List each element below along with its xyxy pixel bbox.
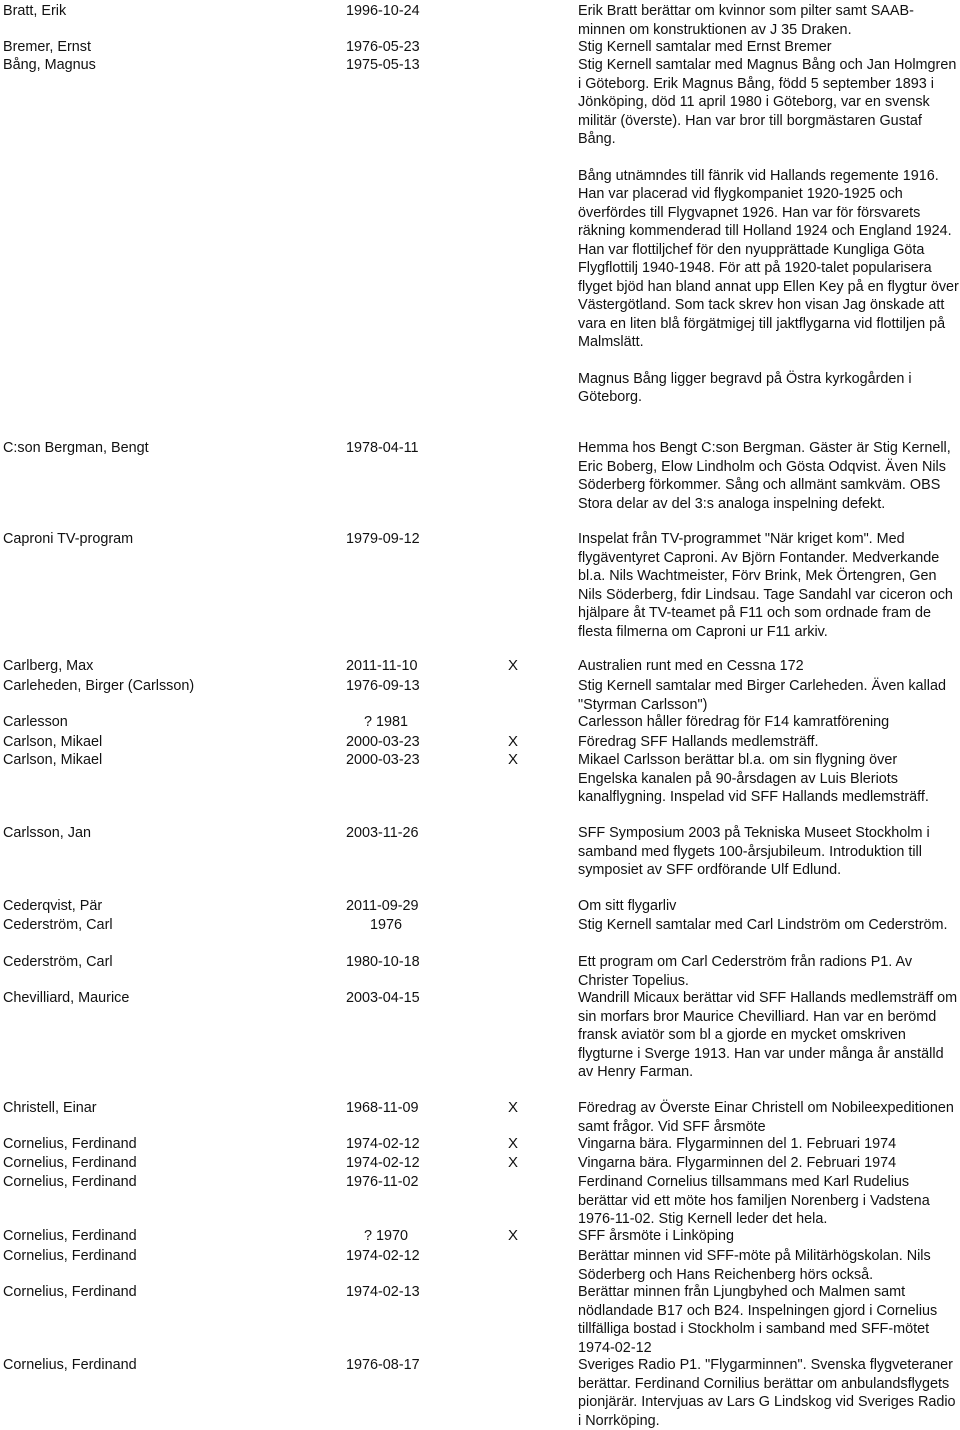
description-paragraph: Erik Bratt berättar om kvinnor som pilter samt SAAB-minnen om konstruktionen av J 35 Draken. xyxy=(578,3,914,38)
entry-row xyxy=(0,1356,960,1429)
entry-description xyxy=(578,1356,960,1429)
entry-name: Cederström, Carl xyxy=(3,917,113,933)
entry-description xyxy=(578,1099,960,1136)
entry-name: Cederqvist, Pär xyxy=(3,898,103,914)
entry-date: 1974-02-13 xyxy=(346,1284,420,1300)
entry-row xyxy=(0,439,960,512)
entry-date: ? 1981 xyxy=(363,714,408,730)
description-paragraph: Australien runt med en Cessna 172 xyxy=(578,658,804,674)
description-paragraph: Sveriges Radio P1. "Flygarminnen". Svenska flygveteraner berättar. Ferdinand Cornilius berättar om anbulandsflygets pionjärär. Intervjuas av Lars G Lindskog vid Sveriges Radio i Norrköping. xyxy=(578,1357,956,1429)
entry-row xyxy=(0,38,960,58)
entry-mark: X xyxy=(508,1135,519,1152)
entry-name: Bratt, Erik xyxy=(3,3,67,19)
entry-date: 1974-02-12 xyxy=(346,1136,420,1152)
entry-description xyxy=(578,530,960,657)
entry-row xyxy=(0,751,960,805)
entry-name: Cornelius, Ferdinand xyxy=(3,1174,137,1190)
entry-row xyxy=(0,2,960,38)
entry-description xyxy=(578,1283,960,1357)
entry-description xyxy=(578,1173,960,1229)
entry-row xyxy=(0,1247,960,1283)
entry-mark: X xyxy=(508,1227,519,1244)
description-paragraph: Föredrag av Överste Einar Christell om Nobileexpeditionen samt frågor. Vid SFF årsmöte xyxy=(578,1100,954,1135)
entry-date: ? 1970 xyxy=(363,1228,408,1244)
entry-name: Cornelius, Ferdinand xyxy=(3,1357,137,1373)
entry-mark: X xyxy=(508,1099,519,1116)
entry-row xyxy=(0,56,960,405)
entry-row xyxy=(0,713,960,733)
description-paragraph: Stig Kernell samtalar med Magnus Bång och Jan Holmgren i Göteborg. Erik Magnus Bång, född 5 september 1893 i Jönköping, död 11 april 1980 i Göteborg, var en svensk militär (överste). Han var bror till borgmästaren Gustaf Bång. xyxy=(578,57,957,147)
entry-mark: X xyxy=(508,751,519,768)
entry-row xyxy=(0,1283,960,1356)
entry-name: Carleheden, Birger (Carlsson) xyxy=(3,678,195,694)
entry-name: Carlson, Mikael xyxy=(3,752,103,768)
entry-name: Caproni TV-program xyxy=(3,531,134,547)
entry-date: 1974-02-12 xyxy=(346,1248,420,1264)
entry-date: 2011-09-29 xyxy=(346,898,419,914)
entry-name: Cornelius, Ferdinand xyxy=(3,1155,137,1171)
entry-description xyxy=(578,713,960,732)
entry-description xyxy=(578,657,960,676)
entry-mark: X xyxy=(508,1154,519,1171)
entry-row xyxy=(0,1099,960,1135)
entry-row xyxy=(0,677,960,713)
entry-name: Chevilliard, Maurice xyxy=(3,990,130,1006)
entry-description xyxy=(578,1135,960,1154)
entry-description xyxy=(578,2,960,39)
entry-description xyxy=(578,824,960,880)
description-paragraph: Vingarna bära. Flygarminnen del 2. Februari 1974 xyxy=(578,1155,897,1171)
description-paragraph: Ferdinand Cornelius tillsammans med Karl Rudelius berättar vid ett möte hos familjen Norenberg i Vadstena 1976-11-02. Stig Kernell leder det hela. xyxy=(578,1174,930,1227)
entry-name: Cornelius, Ferdinand xyxy=(3,1284,137,1300)
entry-row xyxy=(0,733,960,753)
description-paragraph: Ett program om Carl Cederström från radions P1. Av Christer Topelius. xyxy=(578,954,913,989)
entry-date: 1976-11-02 xyxy=(346,1174,419,1190)
description-paragraph: Berättar minnen från Ljungbyhed och Malmen samt nödlandade B17 och B24. Inspelningen gjord i Cornelius tillfälliga bostad i Stockholm i samband med SFF-mötet 1974-02-12 xyxy=(578,1284,938,1356)
entry-date: 1974-02-12 xyxy=(346,1155,420,1171)
entry-row xyxy=(0,824,960,878)
entry-description xyxy=(578,677,960,714)
entry-name: Carlberg, Max xyxy=(3,658,94,674)
description-paragraph: Wandrill Micaux berättar vid SFF Hallands medlemsträff om sin morfars bror Maurice Chevilliard. Han var en berömd fransk aviatör som bl a gjorde en mycket omskriven flygturne i Sverge 1913. Han var under många år anställd av Henry Farman. xyxy=(578,990,958,1080)
entry-description xyxy=(578,1227,960,1246)
entry-date: 1975-05-13 xyxy=(346,57,420,73)
entry-description xyxy=(578,1154,960,1173)
entry-row xyxy=(0,1227,960,1247)
entry-description xyxy=(578,733,960,752)
description-paragraph: Magnus Bång ligger begravd på Östra kyrkogården i Göteborg. xyxy=(578,370,912,405)
entry-date: 1976-09-13 xyxy=(346,678,420,694)
description-paragraph: Vingarna bära. Flygarminnen del 1. Februari 1974 xyxy=(578,1136,897,1152)
description-paragraph: SFF Symposium 2003 på Tekniska Museet Stockholm i samband med flygets 100-årsjubileum. Introduktion till symposiet av SFF ordförande Ulf Edlund. xyxy=(578,825,930,878)
description-paragraph: Carlesson håller föredrag för F14 kamratförening xyxy=(578,714,890,730)
entry-description xyxy=(578,916,960,935)
entry-date: 1979-09-12 xyxy=(346,531,420,547)
entry-description xyxy=(578,38,960,57)
entry-date: 1968-11-09 xyxy=(346,1100,419,1116)
entry-description xyxy=(578,989,960,1082)
entry-row xyxy=(0,953,960,989)
entry-description xyxy=(578,897,960,916)
entry-name: Cornelius, Ferdinand xyxy=(3,1248,137,1264)
description-paragraph: Om sitt flygarliv xyxy=(578,898,677,914)
entry-date: 2003-11-26 xyxy=(346,825,419,841)
entry-row xyxy=(0,657,960,677)
description-paragraph: Berättar minnen vid SFF-möte på Militärhögskolan. Nils Söderberg och Hans Reichenberg hörs också. xyxy=(578,1248,931,1283)
entry-date: 1976-05-23 xyxy=(346,39,420,55)
entry-date: 1980-10-18 xyxy=(346,954,420,970)
entry-name: Cederström, Carl xyxy=(3,954,113,970)
description-paragraph: Mikael Carlsson berättar bl.a. om sin flygning över Engelska kanalen på 90-årsdagen av Luis Bleriots kanalflygning. Inspelad vid SFF Hallands medlemsträff. xyxy=(578,752,929,805)
entry-date: 2003-04-15 xyxy=(346,990,420,1006)
description-paragraph: SFF årsmöte i Linköping xyxy=(578,1228,734,1244)
entry-row xyxy=(0,916,960,936)
entry-name: Cornelius, Ferdinand xyxy=(3,1228,137,1244)
entry-name: Bremer, Ernst xyxy=(3,39,91,55)
entry-name: Carlesson xyxy=(3,714,68,730)
entry-mark: X xyxy=(508,657,519,674)
entry-name: C:son Bergman, Bengt xyxy=(3,440,149,456)
entry-name: Carlson, Mikael xyxy=(3,734,103,750)
entry-date: 1976 xyxy=(369,917,402,933)
entry-row xyxy=(0,989,960,1080)
entry-row xyxy=(0,897,960,917)
entry-date: 2000-03-23 xyxy=(346,734,420,750)
description-paragraph: Bång utnämndes till fänrik vid Hallands regemente 1916. Han var placerad vid flygkompaniet 1920-1925 och överfördes till Flygvapnet 1926. Han var för försvarets räkning kommenderad till Holland 1924 och England 1924. Han var flottiljchef för den nyupprättade Kungliga Göta Flygflottilj 1940-1948. För att på 1920-talet popularisera flyget bjöd han bland annat upp Ellen Key på en flygtur över Västergötland. Som tack skrev hon visan Jag önskade att vara en liten blå förgätmigej till jaktflygarna vid flottiljen på Malmslätt. xyxy=(578,167,959,350)
entry-date: 2011-11-10 xyxy=(346,658,418,674)
description-paragraph: Inspelat från TV-programmet "När kriget kom". Med flygäventyret Caproni. Av Björn Fontander. Medverkande bl.a. Nils Wachtmeister, Förv Brink, Mek Örtengren, Gen Nils Söderberg, fdir Lindsau. Tage Sandahl var ciceron och hjälpare åt TV-teamet på F11 och som ordnade fram de flesta filmerna om Caproni ur F11 arkiv. xyxy=(578,531,953,640)
description-paragraph: Stig Kernell samtalar med Birger Carleheden. Även kallad "Styrman Carlsson") xyxy=(578,678,946,713)
entry-name: Carlsson, Jan xyxy=(3,825,91,841)
entry-mark: X xyxy=(508,733,519,750)
description-paragraph: Stig Kernell samtalar med Carl Lindström om Cederström. xyxy=(578,917,948,933)
entry-row xyxy=(0,1135,960,1155)
entry-date: 1976-08-17 xyxy=(346,1357,420,1373)
description-paragraph: Stig Kernell samtalar med Ernst Bremer xyxy=(578,39,832,55)
entry-row xyxy=(0,530,960,640)
entry-date: 2000-03-23 xyxy=(346,752,420,768)
entry-name: Bång, Magnus xyxy=(3,57,96,73)
description-paragraph: Hemma hos Bengt C:son Bergman. Gäster är Stig Kernell, Eric Boberg, Elow Lindholm och Gösta Odqvist. Även Nils Söderberg förkommer. Sång och allmänt samkväm. OBS Stora delar av del 3:s analoga inspelning defekt. xyxy=(578,440,951,512)
entry-name: Christell, Einar xyxy=(3,1100,97,1116)
entry-description xyxy=(578,439,960,526)
entry-row xyxy=(0,1154,960,1174)
entry-name: Cornelius, Ferdinand xyxy=(3,1136,137,1152)
entry-description xyxy=(578,751,960,807)
entry-date: 1996-10-24 xyxy=(346,3,420,19)
description-paragraph: Föredrag SFF Hallands medlemsträff. xyxy=(578,734,819,750)
entry-description xyxy=(578,1247,960,1284)
entry-description xyxy=(578,56,960,407)
entry-description xyxy=(578,953,960,990)
entry-row xyxy=(0,1173,960,1227)
entry-date: 1978-04-11 xyxy=(346,440,419,456)
